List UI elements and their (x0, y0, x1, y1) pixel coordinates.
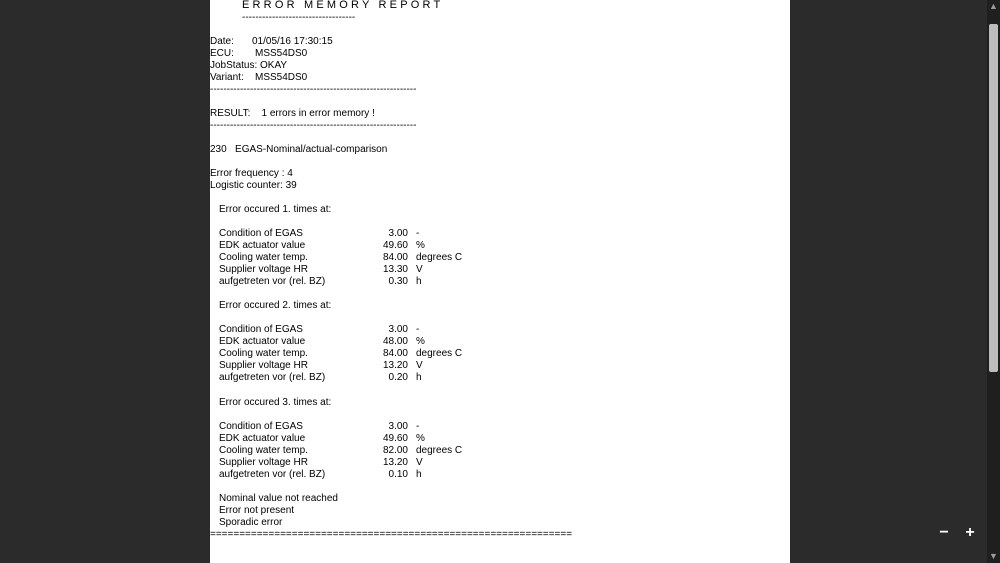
row-label: Supplier voltage HR (219, 264, 308, 275)
row-label: aufgetreten vor (rel. BZ) (219, 469, 326, 480)
row-label: Cooling water temp. (219, 252, 308, 263)
row-value: 49.60 (382, 240, 408, 251)
row-value: 3.00 (388, 324, 408, 335)
row-unit: degrees C (416, 348, 463, 359)
row-unit: - (416, 324, 420, 335)
row-value: 0.30 (388, 276, 408, 287)
row-value: 84.00 (382, 252, 408, 263)
row-unit: % (416, 240, 425, 251)
date-label: Date: (210, 36, 234, 47)
occurrence-heading: Error occured 2. times at: (219, 300, 332, 311)
row-label: EDK actuator value (219, 240, 306, 251)
row-label: aufgetreten vor (rel. BZ) (219, 372, 326, 383)
report-title: ERROR MEMORY REPORT (242, 0, 444, 11)
row-label: Supplier voltage HR (219, 457, 308, 468)
row-unit: - (416, 421, 420, 432)
row-unit: degrees C (416, 252, 463, 263)
row-unit: V (416, 360, 423, 371)
status-line: Error not present (219, 505, 295, 516)
row-label: EDK actuator value (219, 336, 306, 347)
document-page (210, 0, 790, 563)
row-value: 49.60 (382, 433, 408, 444)
separator-line: -------------------------------------------------------------- (210, 84, 417, 95)
row-unit: degrees C (416, 445, 463, 456)
separator-line: -------------------------------------------------------------- (210, 120, 417, 131)
row-unit: h (416, 276, 422, 287)
row-label: Condition of EGAS (219, 421, 303, 432)
row-unit: V (416, 457, 423, 468)
scrollbar-thumb[interactable] (989, 24, 998, 372)
row-unit: % (416, 336, 425, 347)
row-label: Cooling water temp. (219, 348, 308, 359)
end-separator: ============================================================== (210, 529, 573, 540)
status-line: Sporadic error (219, 517, 283, 528)
error-frequency: Error frequency : 4 (210, 168, 293, 179)
ecu-label: ECU: (210, 48, 234, 59)
row-label: Supplier voltage HR (219, 360, 308, 371)
row-value: 3.00 (388, 228, 408, 239)
vertical-scrollbar[interactable] (987, 0, 1000, 563)
jobstatus-line: JobStatus: OKAY (210, 60, 288, 71)
row-unit: % (416, 433, 425, 444)
row-unit: h (416, 372, 422, 383)
row-value: 13.20 (382, 360, 408, 371)
row-value: 13.30 (382, 264, 408, 275)
row-value: 48.00 (382, 336, 408, 347)
row-value: 82.00 (382, 445, 408, 456)
result-line: RESULT: 1 errors in error memory ! (210, 108, 375, 119)
row-unit: V (416, 264, 423, 275)
row-unit: - (416, 228, 420, 239)
title-underline: ---------------------------------- (242, 12, 356, 23)
occurrence-heading: Error occured 1. times at: (219, 204, 332, 215)
scroll-up-icon[interactable]: ▲ (989, 1, 998, 11)
row-label: Cooling water temp. (219, 445, 308, 456)
row-value: 13.20 (382, 457, 408, 468)
variant-value: MSS54DS0 (255, 72, 308, 83)
zoom-out-button[interactable]: − (939, 524, 949, 541)
row-value: 3.00 (388, 421, 408, 432)
zoom-in-button[interactable]: + (965, 524, 975, 541)
row-value: 0.20 (388, 372, 408, 383)
row-label: aufgetreten vor (rel. BZ) (219, 276, 326, 287)
occurrence-heading: Error occured 3. times at: (219, 397, 332, 408)
ecu-value: MSS54DS0 (255, 48, 308, 59)
row-label: Condition of EGAS (219, 324, 303, 335)
row-value: 84.00 (382, 348, 408, 359)
scroll-down-icon[interactable]: ▼ (989, 551, 998, 561)
row-value: 0.10 (388, 469, 408, 480)
variant-label: Variant: (210, 72, 244, 83)
logistic-counter: Logistic counter: 39 (210, 180, 297, 191)
status-line: Nominal value not reached (219, 493, 338, 504)
date-value: 01/05/16 17:30:15 (252, 36, 333, 47)
row-unit: h (416, 469, 422, 480)
row-label: Condition of EGAS (219, 228, 303, 239)
error-code-line: 230 EGAS-Nominal/actual-comparison (210, 144, 388, 155)
row-label: EDK actuator value (219, 433, 306, 444)
